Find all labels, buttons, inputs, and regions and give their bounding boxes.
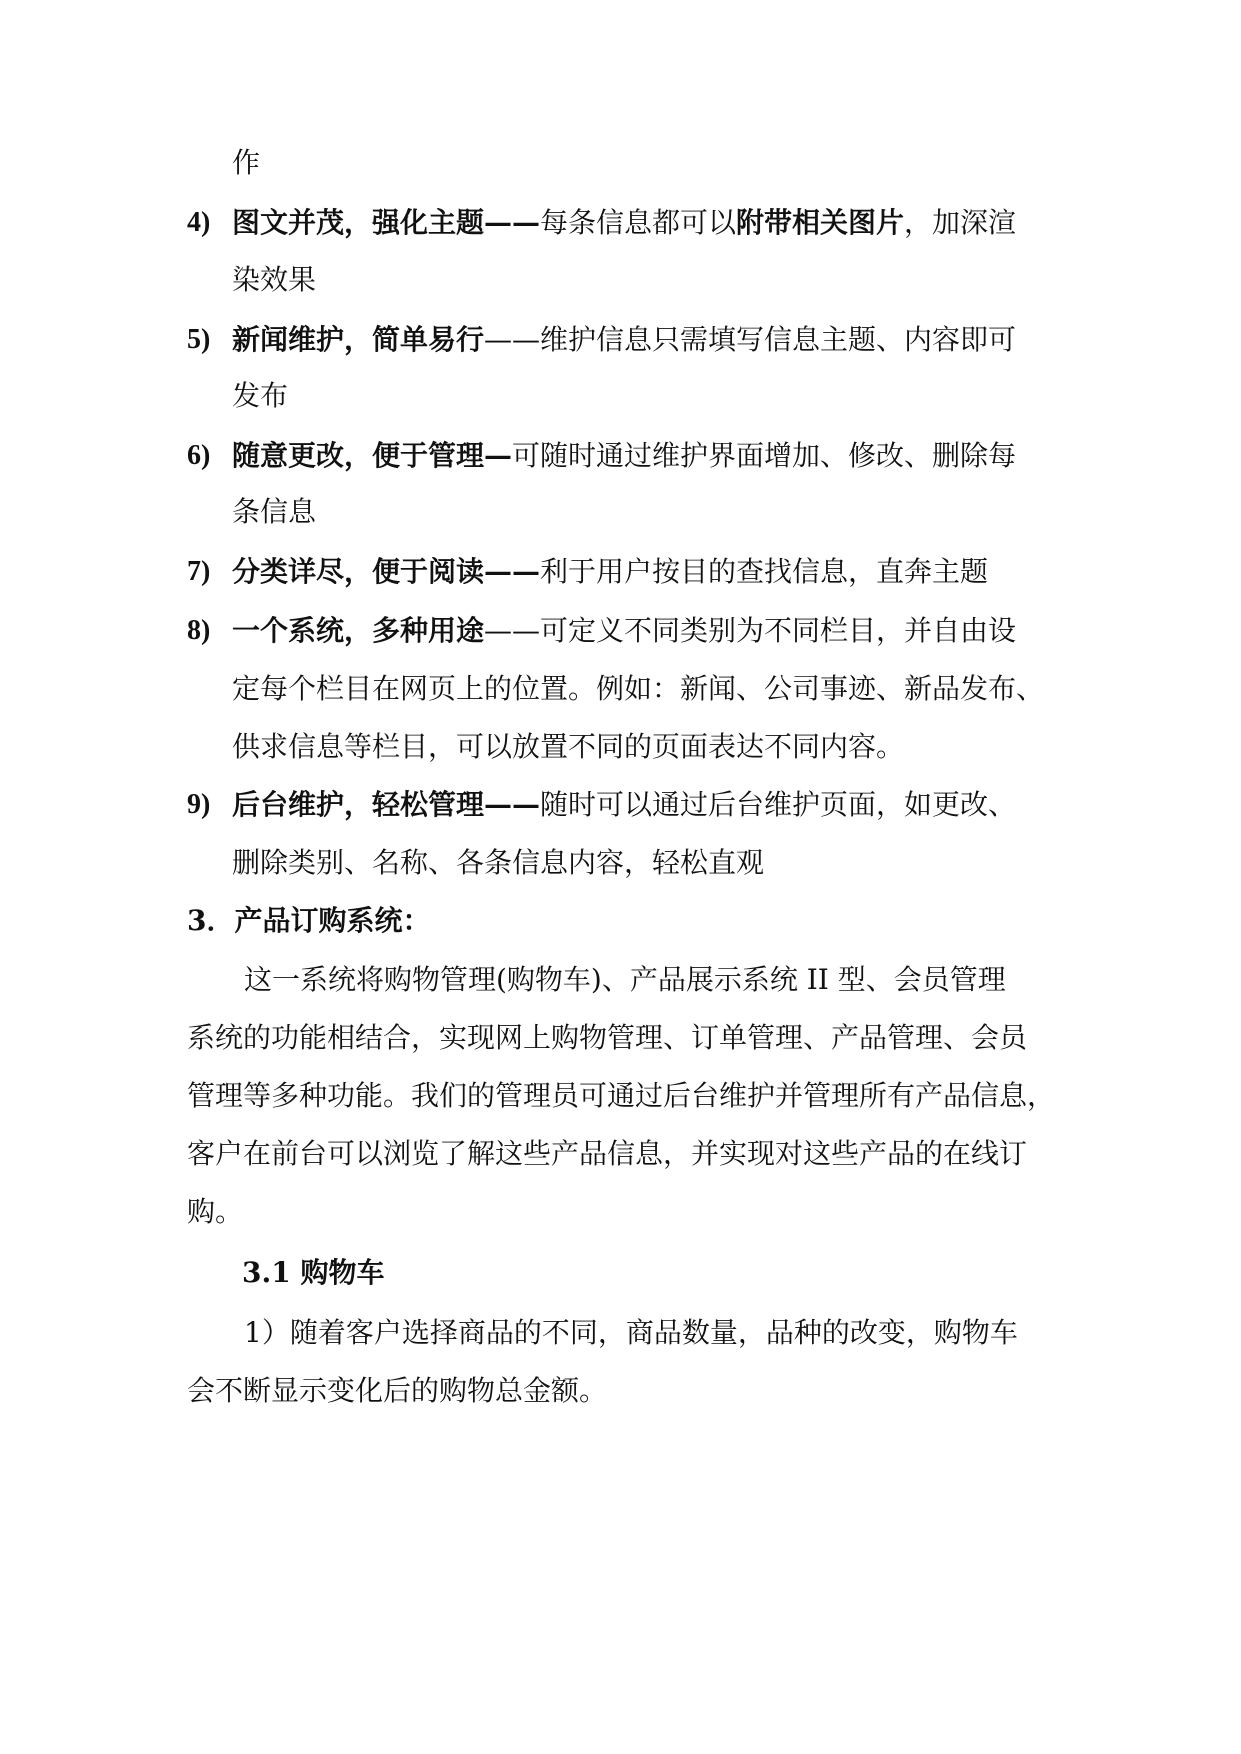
- item-9-desc: 随时可以通过后台维护页面，如更改、: [540, 788, 1017, 821]
- item-9-heading: 后台维护，轻松管理——: [232, 788, 541, 821]
- item-5-heading: 新闻维护，简单易行: [232, 323, 485, 356]
- item-9-continuation: 删除类别、名称、各条信息内容，轻松直观: [232, 846, 765, 879]
- item-7-desc: 利于用户按目的查找信息，直奔主题: [540, 555, 989, 588]
- item-6-heading: 随意更改，便于管理—: [232, 439, 513, 472]
- item-7-heading: 分类详尽，便于阅读——: [232, 555, 541, 588]
- item-5-continuation: 发布: [232, 379, 289, 412]
- item-4-continuation: 染效果: [232, 263, 317, 296]
- paragraph-line-3: 管理等多种功能。我们的管理员可通过后台维护并管理所有产品信息，: [187, 1079, 1056, 1112]
- paragraph-line-2: 系统的功能相结合，实现网上购物管理、订单管理、产品管理、会员: [187, 1021, 1028, 1054]
- section-3-heading: 3．产品订购系统：: [187, 904, 431, 937]
- item-7-text: [232, 555, 989, 588]
- item-4-heading: 图文并茂，强化主题——: [232, 206, 541, 239]
- paragraph-line-5: 购。: [187, 1195, 244, 1228]
- item-9-number: 9): [187, 789, 211, 820]
- item-6-number: 6): [187, 440, 211, 471]
- subsection-3-1-heading: 3.1 购物车: [242, 1256, 385, 1289]
- item-4-desc-b: ，加深渲: [904, 206, 1017, 239]
- cart-paragraph-line-2: 会不断显示变化后的购物总金额。: [187, 1374, 608, 1407]
- item-8-desc: ——可定义不同类别为不同栏目，并自由设: [484, 614, 1017, 647]
- paragraph-line-1: 这一系统将购物管理(购物车)、产品展示系统 II 型、会员管理: [244, 963, 1006, 996]
- item-6-desc: 可随时通过维护界面增加、修改、删除每: [512, 439, 1017, 472]
- item-5-desc: ——维护信息只需填写信息主题、内容即可: [484, 323, 1017, 356]
- item-6-continuation: 条信息: [232, 495, 317, 528]
- item-4-number: 4): [187, 207, 211, 238]
- cart-paragraph-line-1: 1）随着客户选择商品的不同，商品数量，品种的改变，购物车: [244, 1316, 1018, 1349]
- item-8-number: 8): [187, 615, 211, 646]
- item-9-text: [232, 788, 1017, 821]
- item-5-text: [232, 323, 1017, 356]
- item-8-continuation-2: 供求信息等栏目，可以放置不同的页面表达不同内容。: [232, 730, 905, 763]
- item-6-text: [232, 439, 1017, 472]
- item-7-number: 7): [187, 556, 211, 587]
- item-8-heading: 一个系统，多种用途: [232, 614, 485, 647]
- item-4-text: [232, 206, 1017, 239]
- item-5-number: 5): [187, 324, 211, 355]
- item-4-emphasis: 附带相关图片: [736, 206, 905, 239]
- continuation-line: 作: [232, 146, 261, 179]
- item-8-text: [232, 614, 1017, 647]
- paragraph-line-4: 客户在前台可以浏览了解这些产品信息，并实现对这些产品的在线订: [187, 1137, 1028, 1170]
- item-8-continuation-1: 定每个栏目在网页上的位置。例如：新闻、公司事迹、新品发布、: [232, 672, 1045, 705]
- item-4-desc-a: 每条信息都可以: [540, 206, 737, 239]
